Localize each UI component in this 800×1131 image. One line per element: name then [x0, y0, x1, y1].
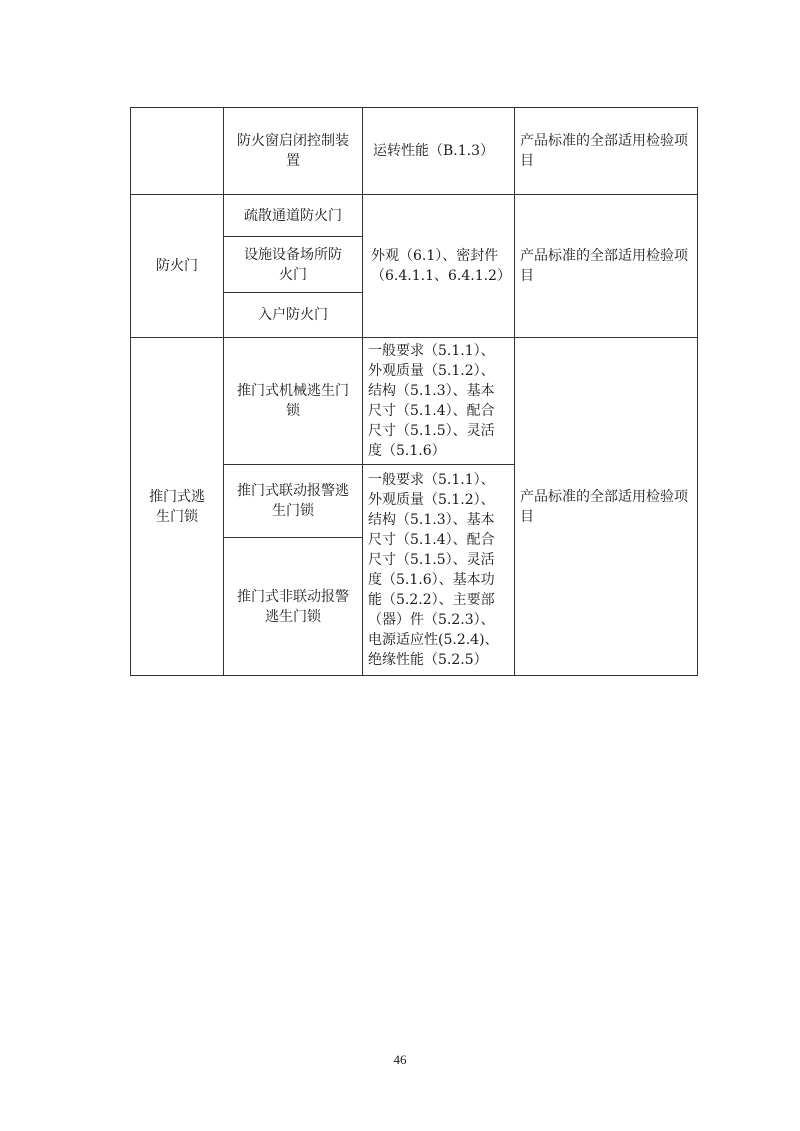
product-cell: 推门式机械逃生门锁 — [224, 338, 363, 465]
product-cell: 设施设备场所防火门 — [224, 237, 363, 293]
scope-cell: 产品标准的全部适用检验项目 — [515, 338, 698, 676]
table-row — [131, 195, 698, 237]
test-item-cell: 一般要求（5.1.1）、 外观质量（5.1.2）、 结构（5.1.3）、基本 尺寸（5.1.4）、配合 尺寸（5.1.5）、灵活 度（5.1.6）、基本功 能（5.2.2）、主要部 （器）件（5.2.3）、 电源适应性(5.2.4)、 绝缘性能（5.2.5） — [363, 465, 515, 676]
product-cell: 推门式联动报警逃生门锁 — [224, 465, 363, 538]
table-row — [131, 338, 698, 465]
scope-cell: 产品标准的全部适用检验项目 — [515, 108, 698, 195]
product-cell: 入户防火门 — [224, 293, 363, 338]
category-cell: 推门式逃生门锁 — [131, 338, 224, 676]
test-item-cell: 运转性能（B.1.3） — [363, 108, 515, 195]
product-cell: 防火窗启闭控制装置 — [224, 108, 363, 195]
category-cell: 防火门 — [131, 195, 224, 338]
product-cell: 疏散通道防火门 — [224, 195, 363, 237]
table-row — [131, 108, 698, 195]
product-cell: 推门式非联动报警逃生门锁 — [224, 538, 363, 676]
page-number: 46 — [393, 1052, 407, 1067]
inspection-table — [130, 107, 698, 676]
test-item-cell: 一般要求（5.1.1）、 外观质量（5.1.2）、 结构（5.1.3）、基本 尺寸（5.1.4）、配合 尺寸（5.1.5）、灵活 度（5.1.6） — [363, 338, 515, 465]
empty-category-cell — [131, 108, 224, 195]
scope-cell: 产品标准的全部适用检验项目 — [515, 195, 698, 338]
test-item-cell: 外观（6.1）、密封件（6.4.1.1、6.4.1.2） — [363, 195, 515, 338]
